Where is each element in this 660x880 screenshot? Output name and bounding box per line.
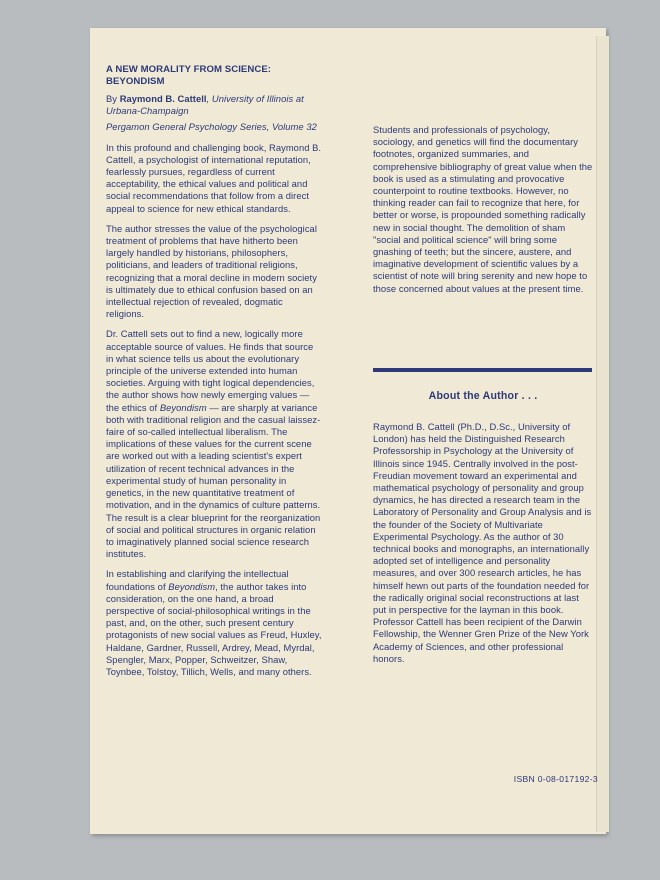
left-column [106,64,322,686]
about-author-column [373,421,593,673]
description-paragraph-2: The author stresses the value of the psychological treatment of problems that have hitherto been largely handled by historians, philosophers, politicians, and leaders of traditional religions, recognizing that a moral decline in modern society is ultimately due to ethical confusion based on an intellectual rejection of revealed, dogmatic religions. [106,222,317,320]
about-author-paragraph: Raymond B. Cattell (Ph.D., D.Sc., University of London) has held the Distinguished Research Professorship in Psychology at the University of Illinois since 1945. Centrally involved in the post-Freudian movement toward an experimental and mathematical psychology of personality and group dynamics, he has directed a research team in the Laboratory of Personality and Group Analysis and is the founder of the Society of Multivariate Experimental Psychology. As the author of 30 technical books and monographs, an internationally adopted set of intelligence and personality measures, and over 300 research articles, he has himself hewn out parts of the foundation needed for the radically original social reconstructions at last put in perspective for the layman in this book. Professor Cattell has been recipient of the Darwin Fellowship, the Wenner Gren Prize of the New York Academy of Sciences, and other professional honors. [373,421,592,664]
p3-emphasis: Beyondism [159,401,207,413]
by-prefix: By [106,93,120,104]
author-name: Raymond B. Cattell [119,93,207,104]
byline [106,93,322,117]
cover-edge [596,36,609,832]
isbn: ISBN 0-08-017192-3 [513,774,598,784]
p4-part-b: , the author takes into consideration, on the one hand, a broad perspective of social-philosophical writings in the past, and, on the other, such present century protagonists of new social values as Freud, Huxley, Haldane, Gardner, Russell, Ardrey, Mead, Myrdal, Spengler, Marx, Popper, Schweitzer, Shaw, Toynbee, Tolstoy, Tillich, Wells, and many others. [106,580,322,677]
about-author-heading: About the Author . . . [428,390,538,402]
book-title: A NEW MORALITY FROM SCIENCE: BEYONDISM [106,64,272,87]
description-paragraph-3 [106,328,322,560]
series-line: Pergamon General Psychology Series, Volume 32 [106,121,317,133]
p3-part-b: — are sharply at variance both with traditional religion and the casual laissez-faire of so-called intellectual liberalism. The implications of these values for the current scene are worked out with a leading scientist's expert utilization of recent technical advances in the experimental study of human personality in genetics, in the new quantitative treatment of motivation, and in the dynamics of culture patterns. The result is a clear blueprint for the reorganization of social and political structures in organic relation to imaginatively planned social science research institutes. [106,401,321,560]
p4-emphasis: Beyondism [168,580,216,592]
p4-part-a: In establishing and clarifying the intellectual foundations of [106,568,289,592]
description-paragraph-1: In this profound and challenging book, Raymond B. Cattell, a psychologist of international reputation, fearlessly pursues, regardless of current acceptability, the ethical values and political and social recommendations that follow from a direct appeal to science for new ethical standards. [106,141,322,214]
description-paragraph-4 [106,568,322,678]
section-divider [373,368,592,372]
p3-part-a: Dr. Cattell sets out to find a new, logically more acceptable source of values. He finds that source in what science tells us about the evolutionary principle of the universe extended into human societies. Arguing with tight logical dependencies, the author shows how newly emerging values — the ethics of [106,328,315,413]
author-affiliation: , University of Illinois at Urbana-Champaign [106,93,304,117]
right-column [373,124,593,303]
audience-paragraph: Students and professionals of psychology, sociology, and genetics will find the documentary footnotes, organized summaries, and comprehensive bibliography of great value when the book is used as a stimulating and provocative counterpoint to routine textbooks. However, no thinking reader can fail to recognize that here, for better or worse, is propounded something radically new in social thought. The demolition of sham "social and political science" will bring some gnashing of teeth; but the sincere, austere, and imaginative development of scientific values by a scientist of note will bring serenity and new hope to those concerned about values at the present time. [373,124,593,294]
